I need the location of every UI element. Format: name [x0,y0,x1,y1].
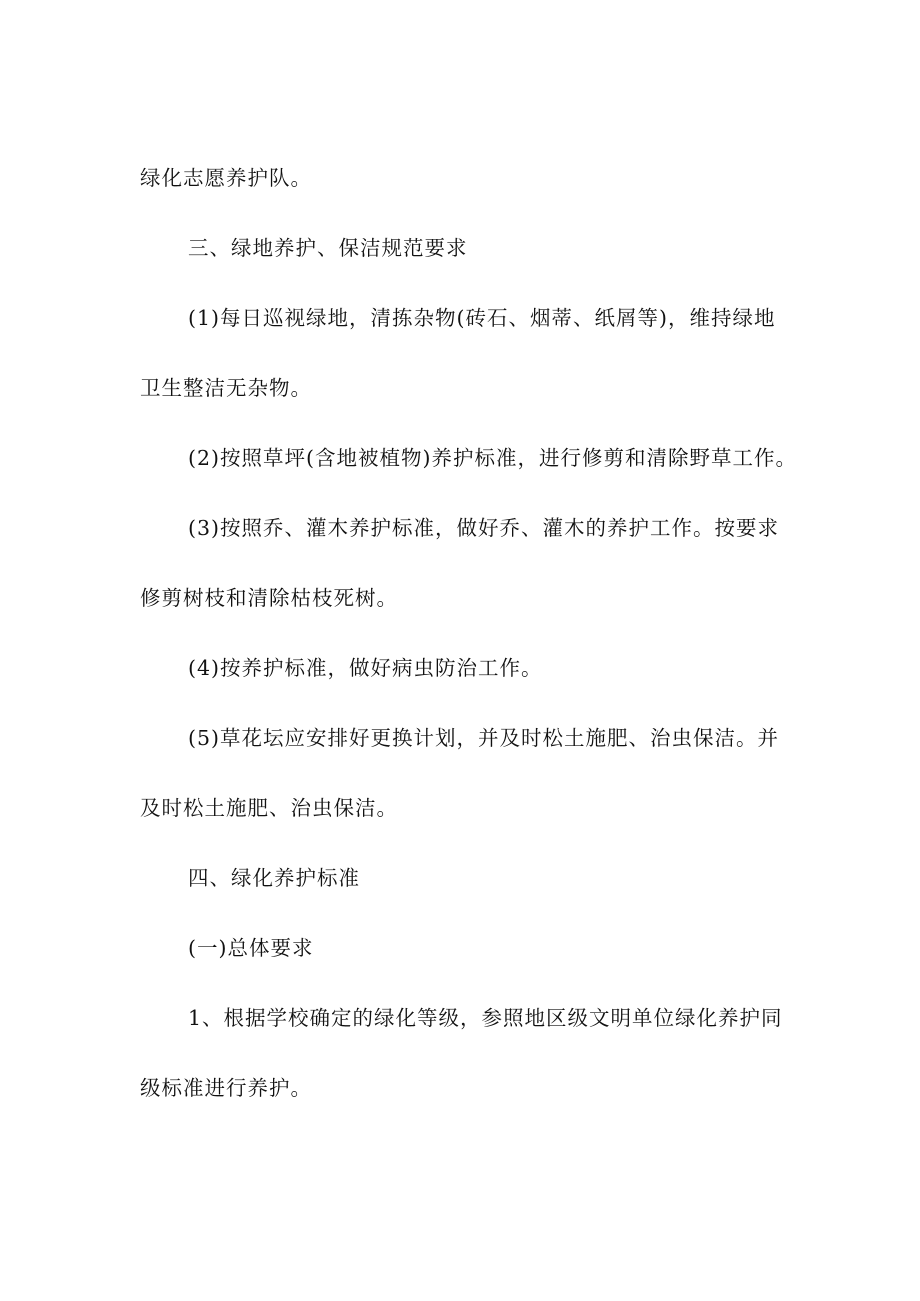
paragraph-line: (3)按照乔、灌木养护标准，做好乔、灌木的养护工作。按要求 [188,516,780,540]
paragraph-line: (4)按养护标准，做好病虫防治工作。 [188,656,543,680]
paragraph-line: (5)草花坛应安排好更换计划，并及时松土施肥、治虫保洁。并 [188,726,780,750]
paragraph-line: 级标准进行养护。 [140,1076,312,1100]
paragraph-line: 修剪树枝和清除枯枝死树。 [140,586,398,610]
paragraph-line: 绿化志愿养护队。 [140,166,312,190]
subsection-heading: (一)总体要求 [188,936,314,960]
paragraph-line: (1)每日巡视绿地，清拣杂物(砖石、烟蒂、纸屑等)，维持绿地 [188,306,776,330]
paragraph-line: 卫生整洁无杂物。 [140,376,312,400]
paragraph-line: (2)按照草坪(含地被植物)养护标准，进行修剪和清除野草工作。 [188,446,798,470]
section-heading: 四、绿化养护标准 [188,866,360,890]
paragraph-line: 1、根据学校确定的绿化等级，参照地区级文明单位绿化养护同 [188,1006,783,1030]
section-heading: 三、绿地养护、保洁规范要求 [188,236,468,260]
paragraph-line: 及时松土施肥、治虫保洁。 [140,796,398,820]
